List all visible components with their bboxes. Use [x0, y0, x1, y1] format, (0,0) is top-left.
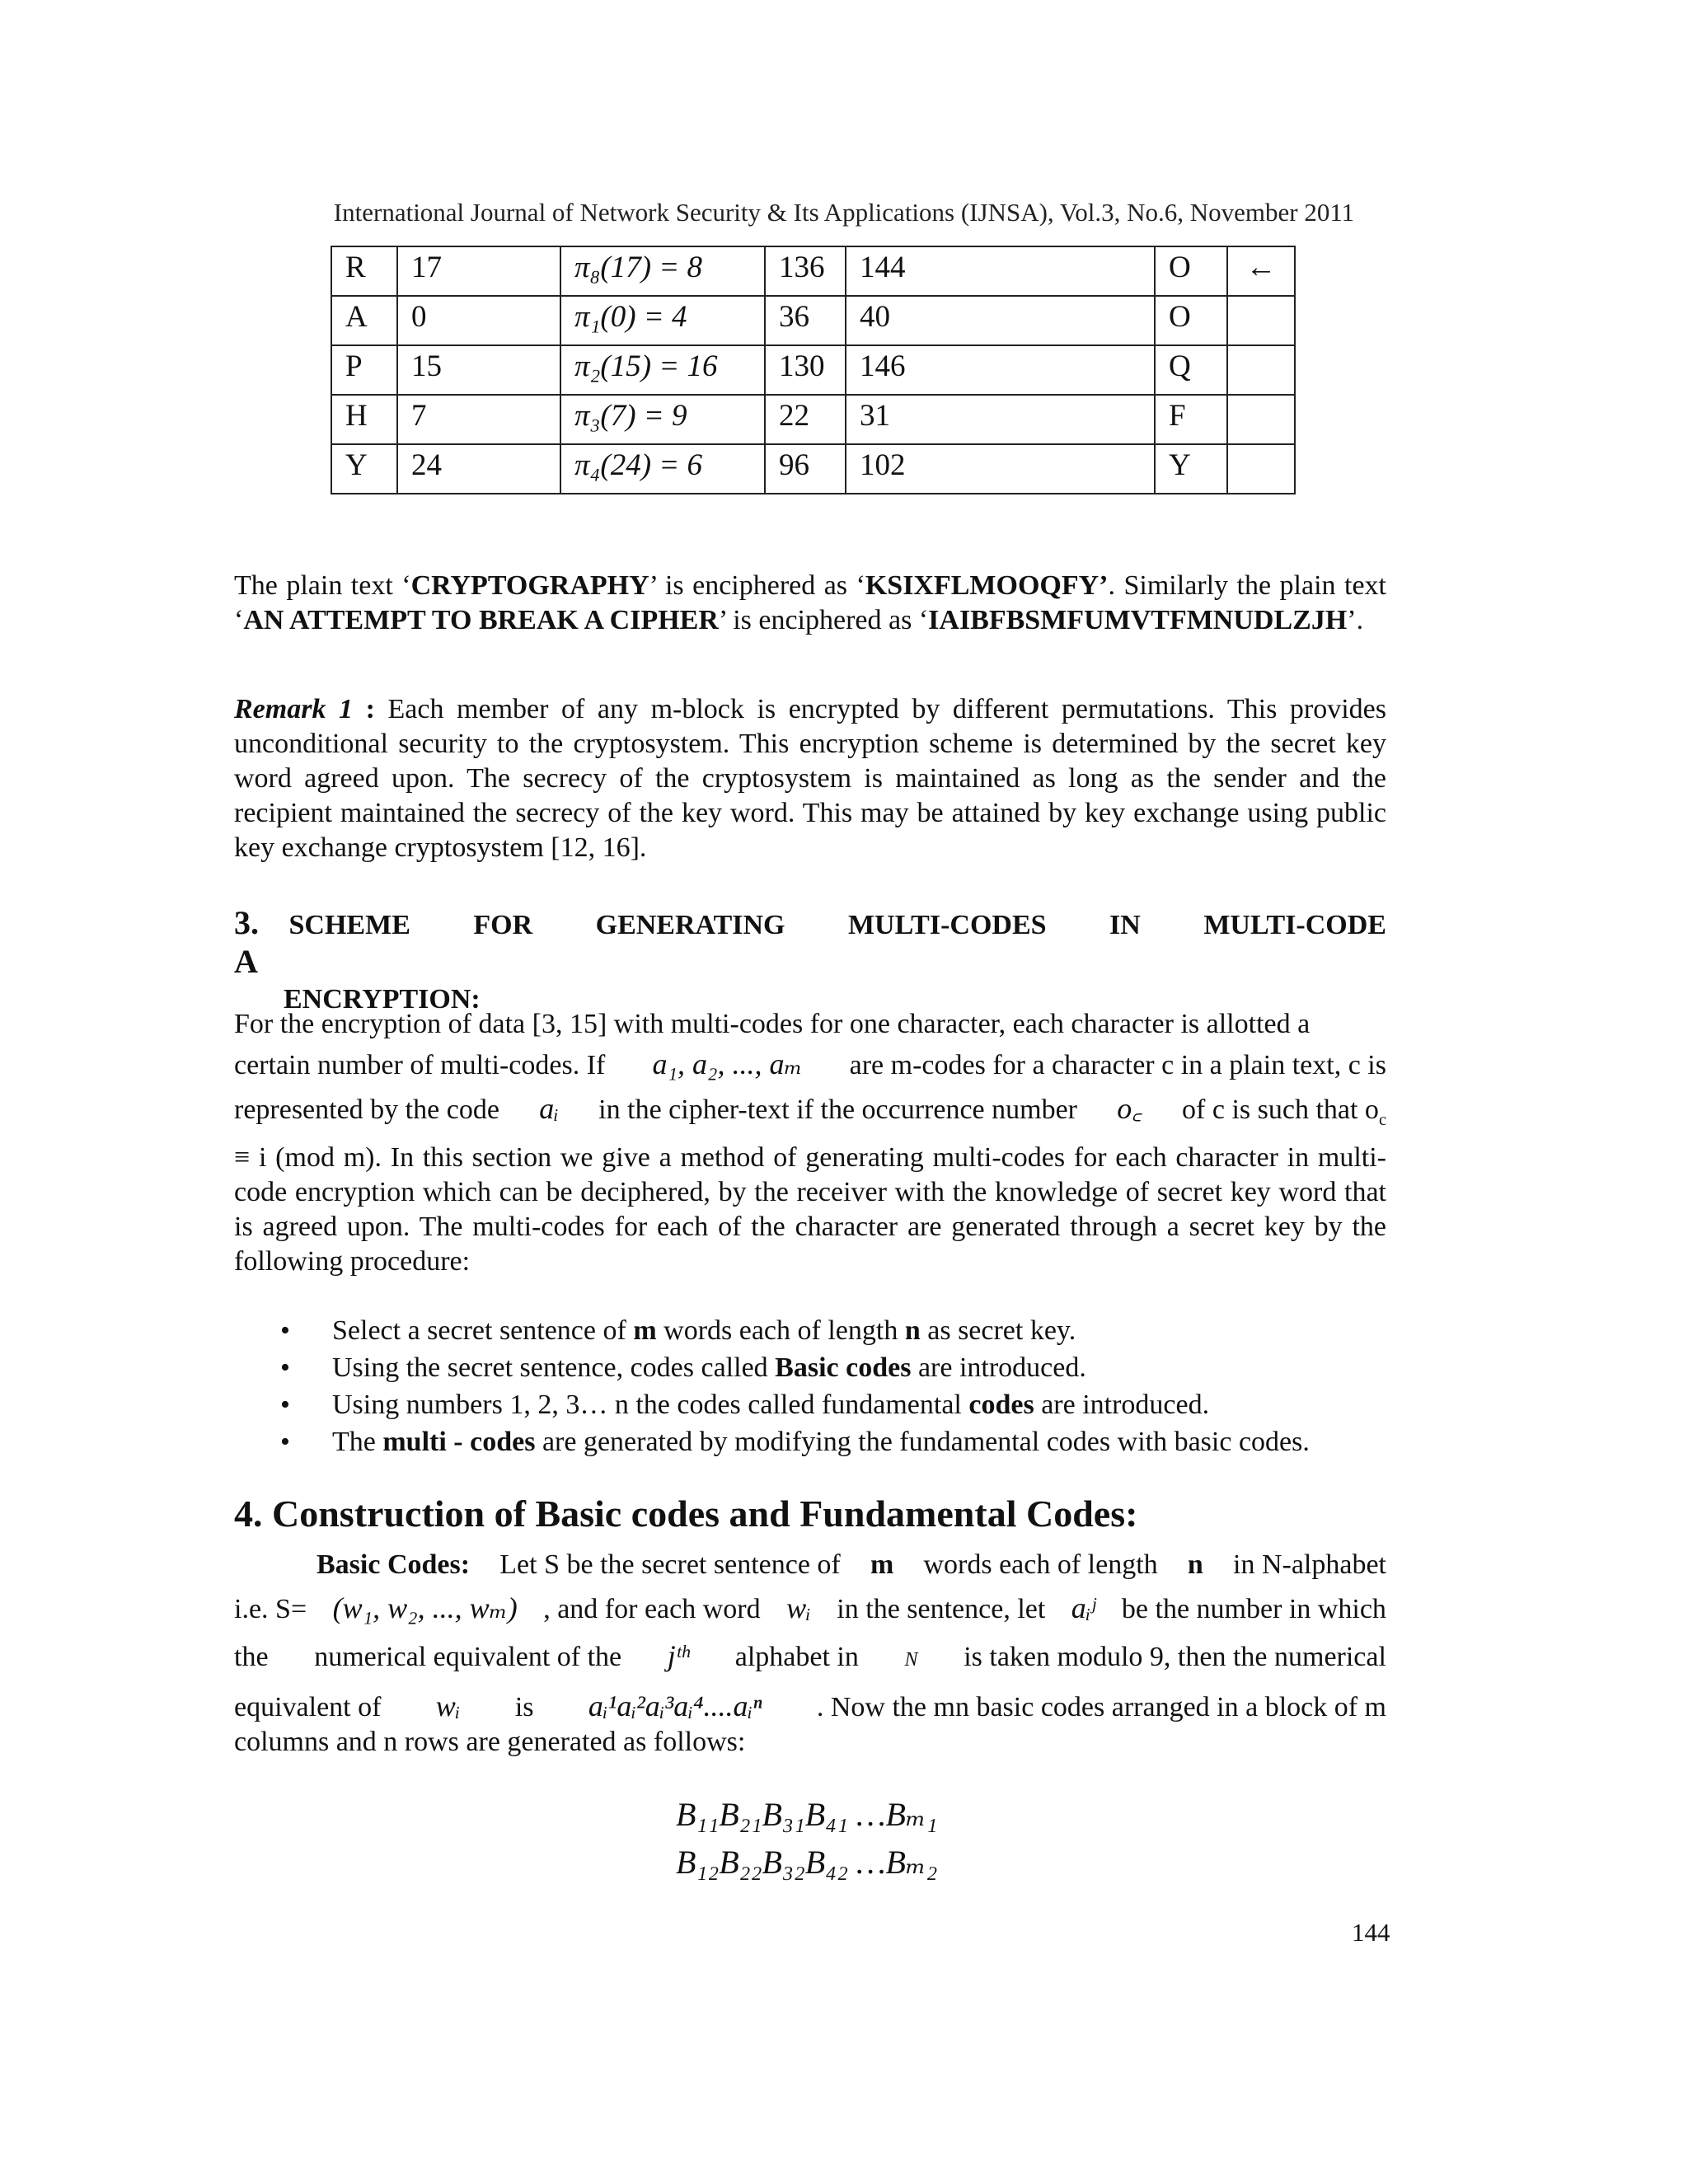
table-row: Y 24 π₄(24) = 6 96 102 Y: [331, 444, 1295, 494]
heading-word: MULTI-CODE: [1203, 910, 1386, 940]
basic-code-row-2: B₁₂B₂₂B₃₂B₄₂ …Bₘ₂: [676, 1844, 938, 1881]
table-row: A 0 π₁(0) = 4 36 40 O: [331, 296, 1295, 345]
remark-paragraph: Remark 1 : Each member of any m-block is encrypted by different permutations. This provides unconditional security to the cryptosystem. This encryption scheme is determined by the secret key word agreed upon. The secrecy of the cryptosystem is maintained as long as the sender and the recipient maintained the secrecy of the key word. This may be attained by key exchange using public key exchange cryptosystem [12, 16].: [234, 694, 1387, 863]
basic-codes-paragraph: Basic Codes: Let S be the secret sentence of m words each of length n in N-alphabet i.e. S= (w₁, w₂, ..., wₘ) , and for each word wᵢ in the sentence, let aᵢʲ be the number in which the numerical equivalent of the jᵗʰ alphabet in N is taken modulo 9, then the numerical equivalent of wᵢ is aᵢ¹aᵢ²aᵢ³aᵢ⁴....aᵢⁿ . Now the mn basic codes arranged in a block of m columns and n rows are generated as follows:: [234, 1549, 1386, 1757]
procedure-list: [280, 1312, 1310, 1460]
section-3-paragraph: For the encryption of data [3, 15] with multi-codes for one character, each character is allotted a certain number of multi-codes. If a₁, a₂, ..., aₘ are m-codes for a character c in a plain text, c is represented by the code aᵢ in the cipher-text if the occurrence number o꜀ of c is such that $o_c$ ≡ i (mod m). In this section we give a method of generating multi-codes for each character in multi-code encryption which can be deciphered, by the receiver with the knowledge of secret key word that is agreed upon. The multi-codes for each of the character are generated through a secret key by the following procedure:: [234, 1009, 1386, 1277]
table-row: H 7 π₃(7) = 9 22 31 F: [331, 395, 1295, 444]
left-arrow-icon: ←: [1227, 246, 1295, 296]
list-item: • The multi - codes are generated by modifying the fundamental codes with basic codes.: [280, 1423, 1310, 1460]
heading-word: FOR: [473, 910, 533, 940]
list-item: • Select a secret sentence of m words each of length n as secret key.: [280, 1312, 1310, 1349]
heading-word: IN: [1109, 910, 1141, 940]
ciphertext-paragraph: The plain text ‘CRYPTOGRAPHY’ is enciphered as ‘KSIXFLMOOQFY’. Similarly the plain text ‘AN ATTEMPT TO BREAK A CIPHER’ is enciphered as ‘IAIBFBSMFUMVTFMNUDLZJH’.: [234, 570, 1386, 635]
section-4-heading: 4. Construction of Basic codes and Fundamental Codes:: [234, 1493, 1138, 1535]
section-3-heading: 3. A SCHEME FOR GENERATING MULTI-CODES IN MULTI-CODE ENCRYPTION:: [234, 904, 1386, 1015]
running-header: International Journal of Network Security & Its Applications (IJNSA), Vol.3, No.6, November 2011: [333, 198, 1355, 227]
table-row: R 17 π₈(17) = 8 136 144 O ←: [331, 246, 1295, 296]
table-row: P 15 π₂(15) = 16 130 146 Q: [331, 345, 1295, 395]
list-item: • Using the secret sentence, codes called Basic codes are introduced.: [280, 1349, 1310, 1386]
heading-word: MULTI-CODES: [847, 910, 1047, 940]
list-item: • Using numbers 1, 2, 3… n the codes called fundamental codes are introduced.: [280, 1386, 1310, 1423]
heading-word: SCHEME: [288, 910, 410, 940]
cipher-table: [331, 246, 1296, 494]
basic-code-row-1: B₁₁B₂₁B₃₁B₄₁ …Bₘ₁: [676, 1796, 938, 1833]
heading-word: GENERATING: [595, 910, 785, 940]
page-number: 144: [1352, 1918, 1390, 1947]
